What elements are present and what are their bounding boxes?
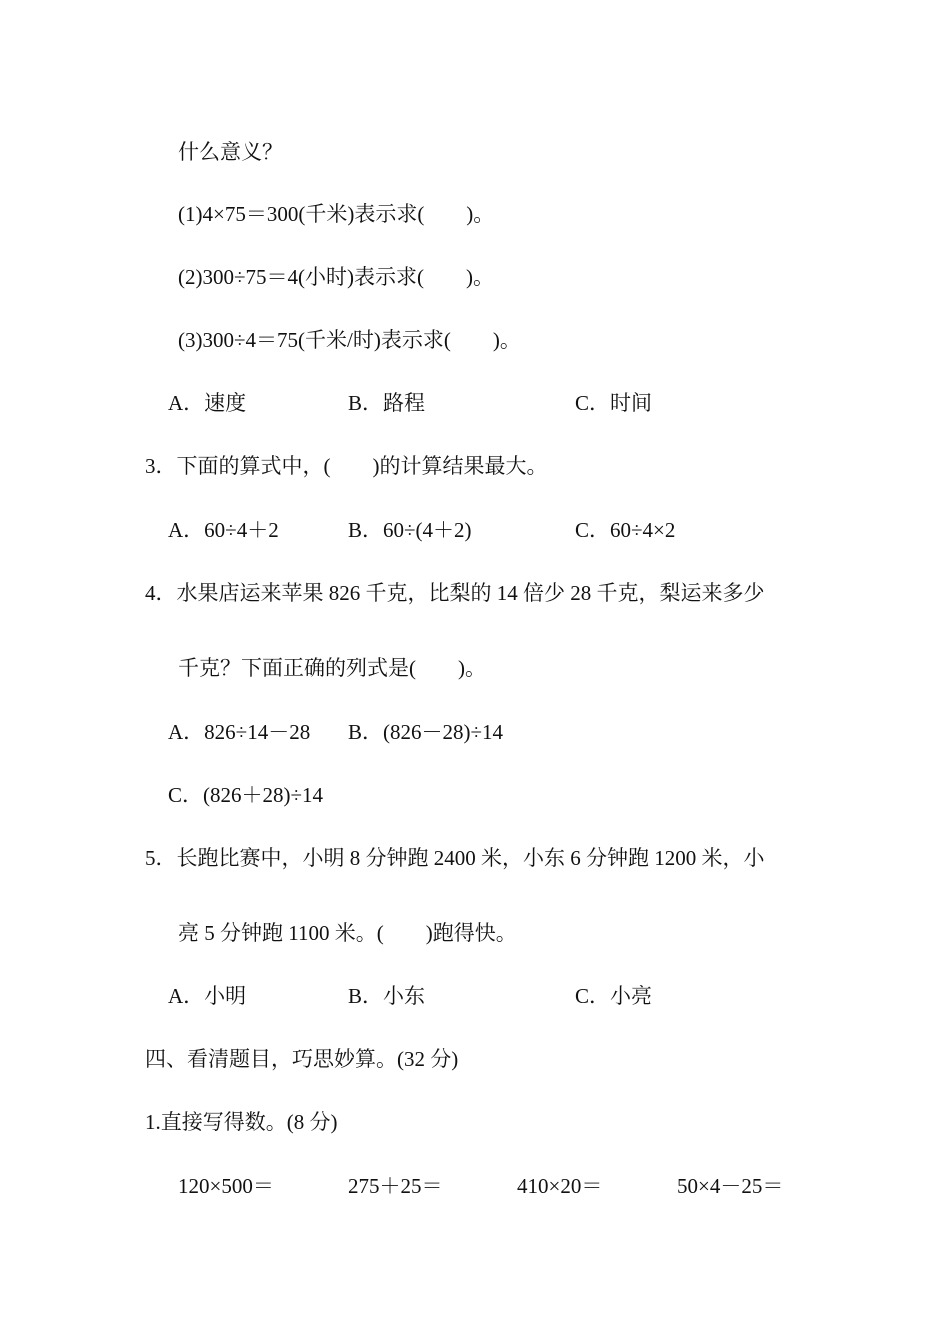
q2-item-3: (3)300÷4＝75(千米/时)表示求( )。: [178, 328, 521, 352]
q2-item-1: (1)4×75＝300(千米)表示求( )。: [178, 202, 495, 226]
q5-stem-line1: 5．长跑比赛中，小明 8 分钟跑 2400 米，小东 6 分钟跑 1200 米，小: [145, 846, 765, 870]
q4-option-b: B．(826－28)÷14: [348, 720, 504, 744]
q4-option-a: A．826÷14－28: [168, 720, 311, 744]
q4-stem-line2: 千克？下面正确的列式是( )。: [178, 656, 486, 680]
q3-option-b: B．60÷(4＋2): [348, 518, 472, 542]
calc-4: 50×4－25＝: [677, 1174, 784, 1198]
q2-intro: 什么意义？: [178, 140, 283, 164]
calc-1: 120×500＝: [178, 1174, 274, 1198]
q5-option-c: C．小亮: [575, 984, 653, 1008]
q2-option-c: C．时间: [575, 391, 653, 415]
q5-option-b: B．小东: [348, 984, 426, 1008]
q5-stem-line2: 亮 5 分钟跑 1100 米。( )跑得快。: [178, 921, 517, 945]
q4-option-c: C．(826＋28)÷14: [168, 783, 324, 807]
q5-option-a: A．小明: [168, 984, 247, 1008]
q3-option-a: A．60÷4＋2: [168, 518, 279, 542]
section4-heading: 四、看清题目，巧思妙算。(32 分): [145, 1047, 459, 1071]
calc-2: 275＋25＝: [348, 1174, 443, 1198]
q2-option-b: B．路程: [348, 391, 426, 415]
q3-stem: 3．下面的算式中，( )的计算结果最大。: [145, 454, 548, 478]
calc-3: 410×20＝: [517, 1174, 603, 1198]
section4-sub1: 1.直接写得数。(8 分): [145, 1110, 338, 1134]
q2-option-a: A．速度: [168, 391, 247, 415]
q3-option-c: C．60÷4×2: [575, 518, 676, 542]
q4-stem-line1: 4．水果店运来苹果 826 千克，比梨的 14 倍少 28 千克，梨运来多少: [145, 581, 765, 605]
q2-item-2: (2)300÷75＝4(小时)表示求( )。: [178, 265, 494, 289]
